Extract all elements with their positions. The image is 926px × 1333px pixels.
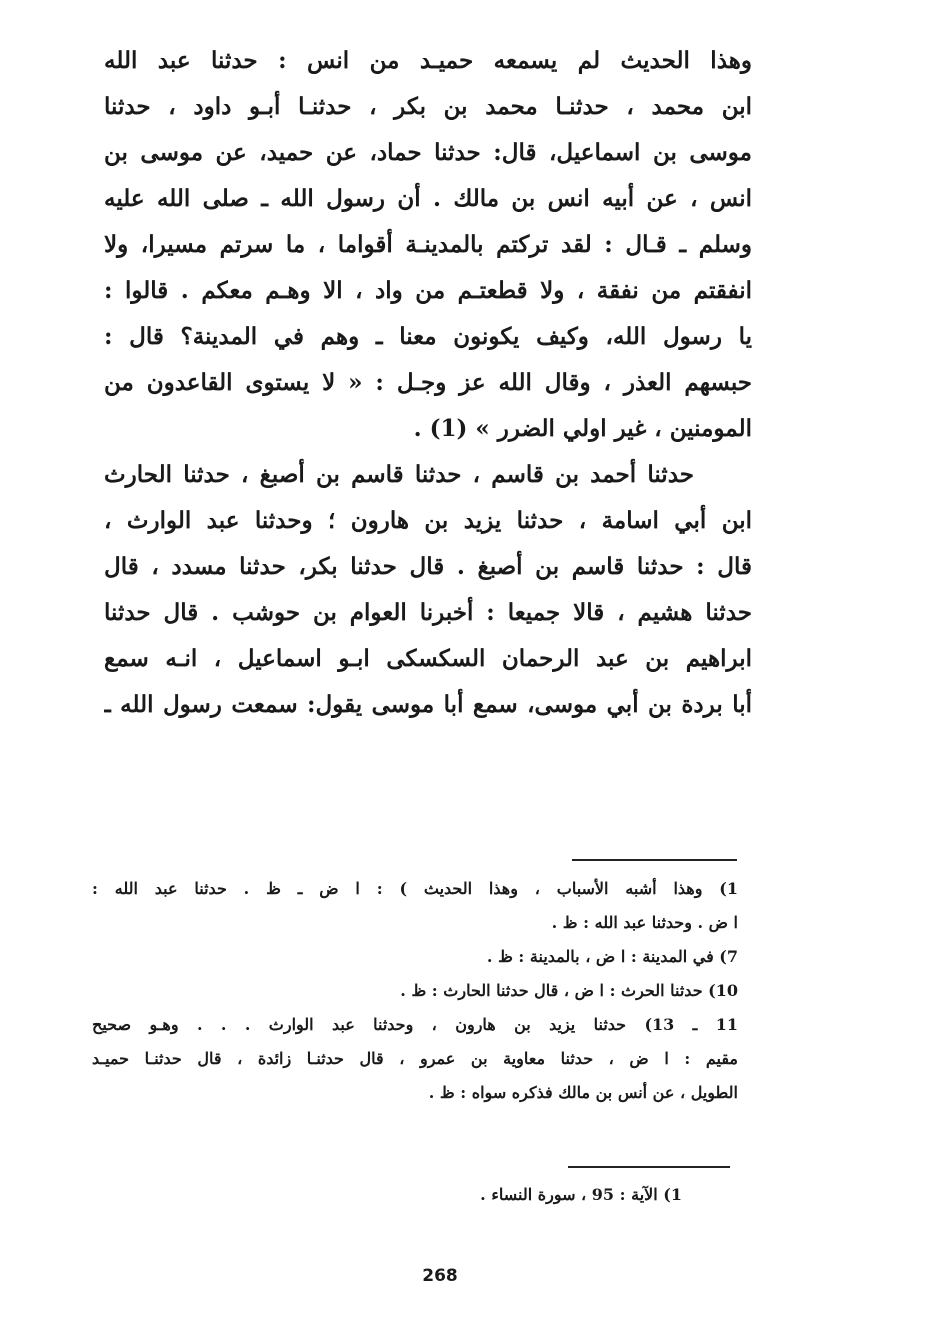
text-line: ابن محمد ، حدثنـا محمد بن بكر ، حدثنـا أبـو داود ، حدثنا bbox=[104, 93, 752, 120]
text-line: انفقتم من نفقة ، ولا قطعتـم من واد ، الا وهـم معكم . قالوا : bbox=[104, 277, 752, 304]
text-line: حدثنا هشيم ، قالا جميعا : أخبرنا العوام بن حوشب . قال حدثنا bbox=[104, 599, 752, 626]
text-line: انس ، عن أبيه انس بن مالك . أن رسول الله ـ صلى الله عليه bbox=[104, 185, 752, 212]
footnote-line: الطويل ، عن أنس بن مالك فذكره سواه : ظ . bbox=[428, 1083, 738, 1102]
text-line: حدثنا أحمد بن قاسم ، حدثنا قاسم بن أصبغ ، حدثنا الحارث bbox=[104, 461, 694, 488]
text-line: المومنين ، غير اولي الضرر » (1) . bbox=[413, 415, 752, 442]
page-number: 268 bbox=[422, 1266, 458, 1286]
text-line: ابن أبي اسامة ، حدثنا يزيد بن هارون ؛ وحدثنا عبد الوارث ، bbox=[104, 507, 752, 534]
footnote-line: ا ض . وحدثنا عبد الله : ظ . bbox=[551, 913, 738, 932]
footnotes bbox=[92, 872, 738, 1110]
text-line: وهذا الحديث لم يسمعه حميـد من انس : حدثنا عبد الله bbox=[104, 47, 752, 74]
footnote-line: 7) في المدينة : ا ض ، بالمدينة : ظ . bbox=[486, 947, 738, 966]
main-text bbox=[104, 38, 752, 728]
verse-note-divider bbox=[568, 1166, 730, 1168]
footnote-line: 10) حدثنا الحرث : ا ض ، قال حدثنا الحارث : ظ . bbox=[400, 981, 738, 1000]
footnote-line: مقيم : ا ض ، حدثنا معاوية بن عمرو ، قال حدثنـا زائدة ، قال حدثنـا حميـد bbox=[92, 1049, 738, 1068]
text-line: وسلم ـ قـال : لقد تركتم بالمدينـة أقواما ، ما سرتم مسيرا، ولا bbox=[104, 231, 752, 258]
verse-note: 1) الآية : 95 ، سورة النساء . bbox=[480, 1185, 682, 1204]
text-line: قال : حدثنا قاسم بن أصبغ . قال حدثنا بكر، حدثنا مسدد ، قال bbox=[104, 553, 752, 580]
footnote-line: 11 ـ 13) حدثنا يزيد بن هارون ، وحدثنا عبد الوارث . . . وهـو صحيح bbox=[92, 1015, 738, 1034]
text-line: حبسهم العذر ، وقال الله عز وجـل : « لا يستوى القاعدون من bbox=[104, 369, 752, 396]
text-line: ابراهيم بن عبد الرحمان السكسكى ابـو اسماعيل ، انـه سمع bbox=[104, 645, 752, 672]
footnote-line: 1) وهذا أشبه الأسباب ، وهذا الحديث ) : ا ض ـ ظ . حدثنا عبد الله : bbox=[92, 879, 738, 898]
text-line: موسى بن اسماعيل، قال: حدثنا حماد، عن حميد، عن موسى بن bbox=[104, 139, 752, 166]
text-line: يا رسول الله، وكيف يكونون معنا ـ وهم في المدينة؟ قال : bbox=[104, 323, 752, 350]
footnote-divider bbox=[572, 859, 737, 861]
text-line: أبا بردة بن أبي موسى، سمع أبا موسى يقول: سمعت رسول الله ـ bbox=[104, 691, 752, 718]
